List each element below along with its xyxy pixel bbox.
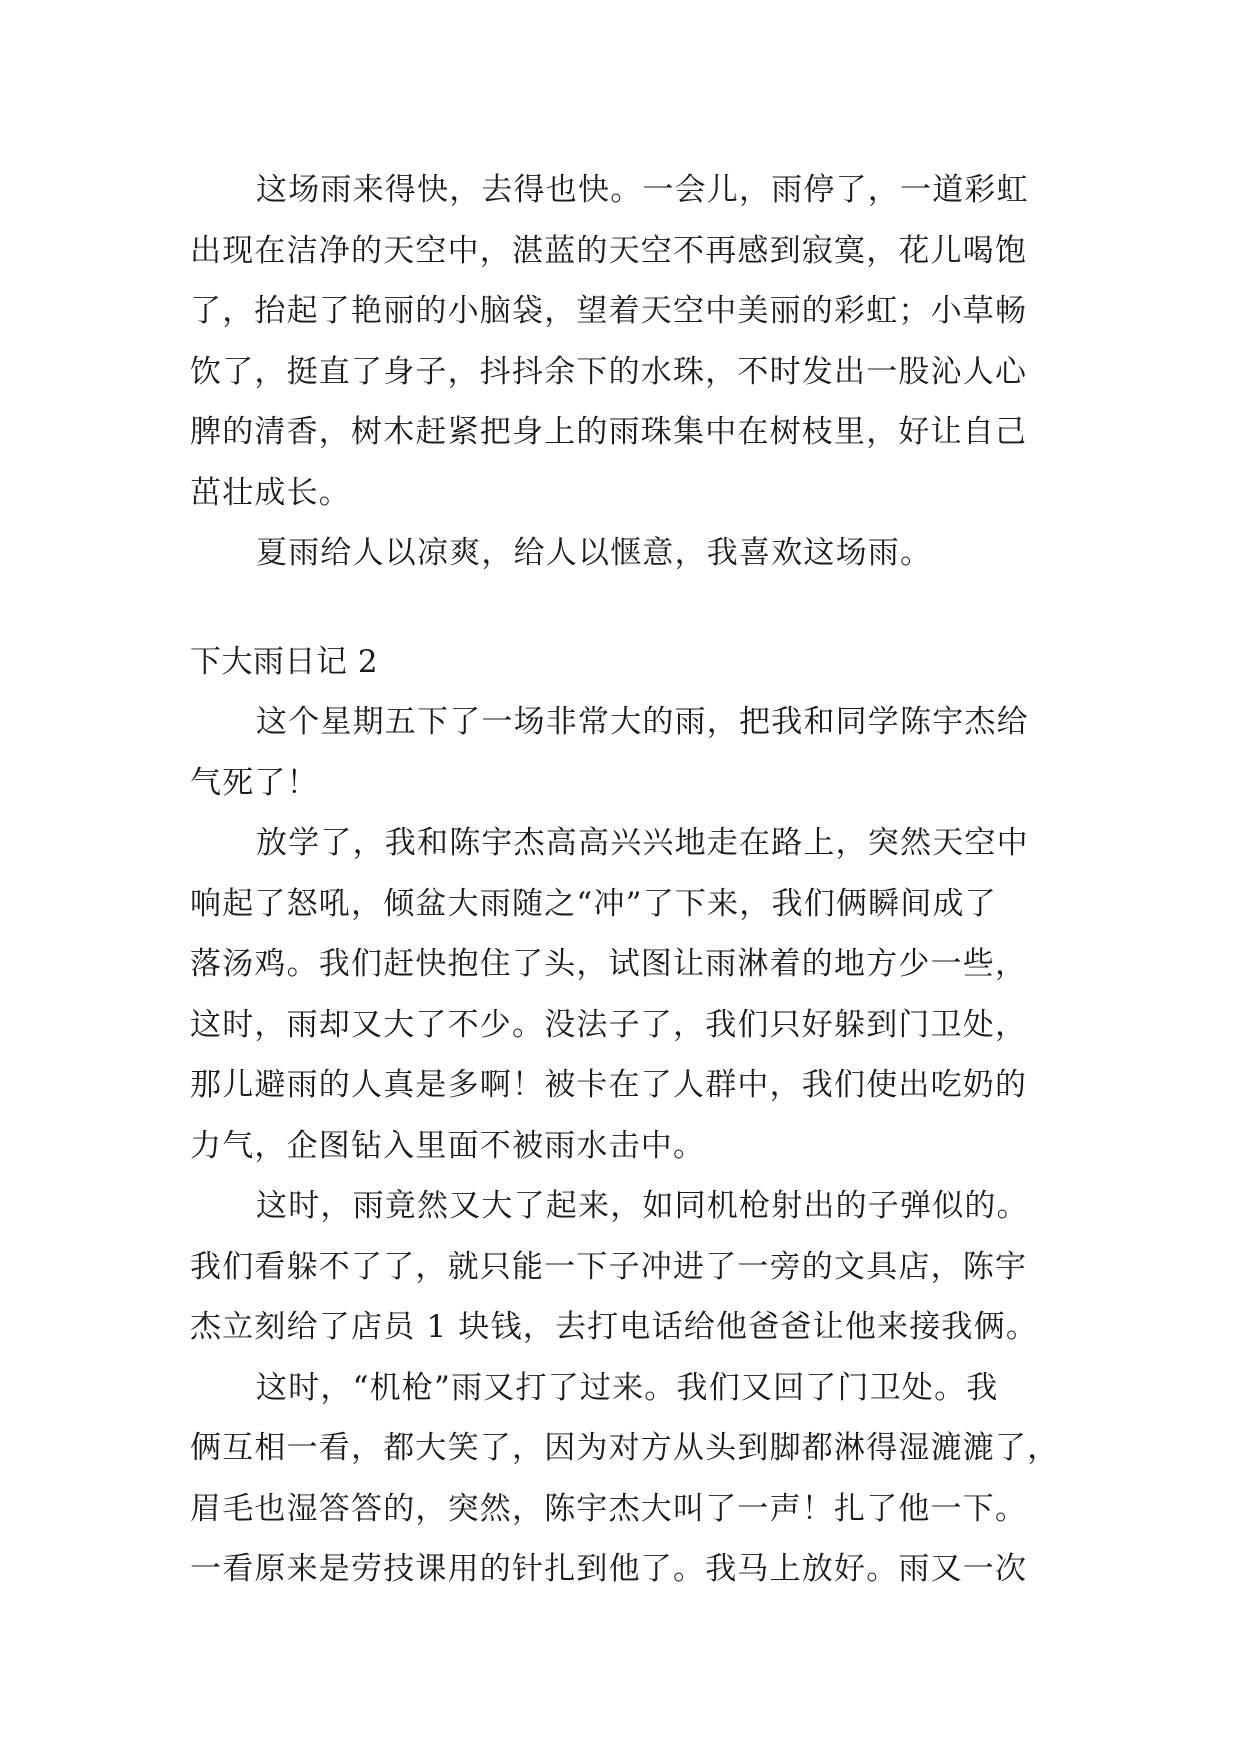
document-page [190,160,1060,1600]
paragraph-line: 落汤鸡。我们赶快抱住了头，试图让雨淋着的地方少一些， [190,946,1028,982]
paragraph-line: 这时，雨竟然又大了起来，如同机枪射出的子弹似的。 [256,1188,1029,1224]
paragraph-line: 饮了，挺直了身子，抖抖余下的水珠，不时发出一股沁人心 [190,353,1028,390]
paragraph-line: 了，抬起了艳丽的小脑袋，望着天空中美丽的彩虹；小草畅 [190,293,1028,329]
paragraph-line: 一看原来是劳技课用的针扎到他了。我马上放好。雨又一次 [190,1551,1028,1587]
paragraph-line: 出现在洁净的天空中，湛蓝的天空不再感到寂寞，花儿喝饱 [190,232,1028,269]
paragraph-line: 茁壮成长。 [190,474,351,511]
section-title: 下大雨日记 2 [190,643,379,680]
paragraph-line: 响起了怒吼，倾盆大雨随之“冲”了下来，我们俩瞬间成了 [190,885,997,922]
paragraph-line: 眉毛也湿答答的，突然，陈宇杰大叫了一声！扎了他一下。 [190,1490,1028,1527]
paragraph-line: 俩互相一看，都大笑了，因为对方从头到脚都淋得湿漉漉了， [190,1430,1060,1466]
paragraph-line: 那儿避雨的人真是多啊！被卡在了人群中，我们使出吃奶的 [190,1067,1028,1103]
paragraph-line: 这场雨来得快，去得也快。一会儿，雨停了，一道彩虹 [256,172,1029,208]
paragraph-line: 我们看躲不了了，就只能一下子冲进了一旁的文具店，陈宇 [190,1248,1028,1285]
paragraph-line: 力气，企图钻入里面不被雨水击中。 [190,1127,706,1164]
paragraph-line: 夏雨给人以凉爽，给人以惬意，我喜欢这场雨。 [256,535,933,571]
section-gap [190,584,1050,632]
paragraph-line: 脾的清香，树木赶紧把身上的雨珠集中在树枝里，好让自己 [190,414,1028,450]
paragraph-line: 这时，“机枪”雨又打了过来。我们又回了门卫处。我 [256,1369,999,1406]
paragraph-line: 这个星期五下了一场非常大的雨，把我和同学陈宇杰给 [256,704,1029,740]
paragraph-line: 杰立刻给了店员 1 块钱，去打电话给他爸爸让他来接我俩。 [190,1309,1039,1345]
paragraph-line: 气死了！ [190,764,319,801]
paragraph-line: 这时，雨却又大了不少。没法子了，我们只好躲到门卫处， [190,1006,1028,1043]
paragraph-line: 放学了，我和陈宇杰高高兴兴地走在路上，突然天空中 [256,825,1029,861]
